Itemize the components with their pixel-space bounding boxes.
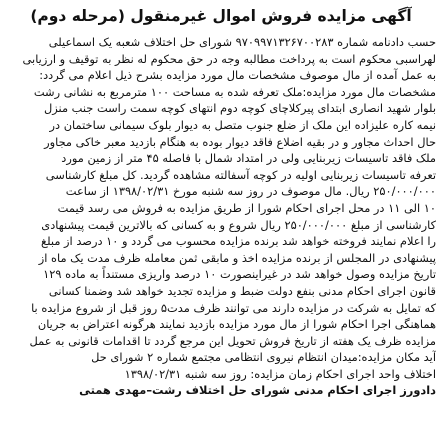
notice-line: ملک فاقد تاسیسات زیربنایی ولی در امتداد شمال با فاصله ۴۵ متر از زمین مورد — [61, 151, 436, 166]
notice-line: پیشنهادی در المجلس از برنده مزایده اخذ و مابقی ثمن معامله ظرف مدت یک ماه از — [38, 250, 436, 265]
notice-line: را اعلام نمایند فروخته خواهد شد برنده مزایده محسوب می گردد و ۱۰ درصد از مبلغ — [41, 234, 436, 249]
notice-line: قانون اجرای احکام مدنی بنفع دولت ضبط و مزایده تجدید خواهد شد وضمنا کسانی — [48, 283, 436, 298]
notice-line: مشخصات مال مورد مزایده:ملک تعرفه شده به مساحت ۱۰۰ مترمربع به نشانی رشت — [33, 84, 436, 99]
notice-line: حال احداث مجاور و در بقیه اضلاع فاقد دیوار بوده به هنگام بازدید معبر خاکی مجاور — [44, 134, 436, 149]
notice-title: آگهی مزایده فروش اموال غیرمنقول (مرحله دوم) — [30, 7, 412, 25]
notice-line: به عمل آمده از مال موصوف مشخصات مال مورد مزایده بشرح ذیل اعلام می گردد: — [39, 68, 436, 83]
notice-line: کارشناسی از مبلغ ۲۵۰/۰۰۰/۰۰۰ ریال شروع و به کسانی که بالاترین قیمت پیشنهادی — [41, 217, 436, 232]
notice-line: که تمایل به شرکت در مزایده دارند می توانند ظرف مدت۵ روز قبل از شروع مزایده با — [31, 300, 436, 315]
notice-line: بلوار شهید انصاری ابتدای پیرکلاچای کوچه دوم انتهای کوچه سمت راست جنب منزل — [43, 101, 436, 116]
notice-line: مزایده ظرف یک هفته از تاریخ فروش تحویل این مرجع گردد تا اقدامات قانونی به عمل — [29, 333, 436, 348]
notice-line: ۲۵۰/۰۰۰/۰۰۰ ریال. مال موصوف در روز سه شنبه مورخ ۱۳۹۸/۰۲/۳۱ از ساعت — [65, 184, 436, 199]
notice-line: لهراسبی محکوم است به پرداخت مطالبه وجه در حق محکوم له نظر به توقیف و ارزیابی — [22, 51, 436, 66]
notice-signature: دادورز اجرای احکام مدنی شورای حل اختلاف رشت–مهدی همتی — [79, 383, 436, 398]
notice-line: حسب دادنامه شماره ۹۷۰۹۹۷۱۳۲۶۷۰۰۲۸۳ شورای حل اختلاف شعبه یک اسماعیلی — [48, 35, 436, 49]
notice-line: اختلاف واحد اجرای احکام زمان مزایده: روز سه شنبه ۱۳۹۸/۰۲/۳۱ — [124, 366, 436, 381]
notice-line: تعرفه تاسیسات زیربنایی اولیه در کوچه آسفالته مشاهده گردید. کل مبلغ کارشناسی — [45, 167, 436, 182]
notice-line: هماهنگی اجرا احکام شورا از مال مورد مزایده بازدید نمایند هرگونه اعتراض به جریان — [37, 317, 436, 332]
notice-line: نیمه کاره علیزاده این ملک از ضلع جنوب متصل به دیوار بلوک سیمانی ساختمان در — [49, 117, 436, 132]
notice-line: ۱۰ الی ۱۱ در محل اجرای احکام شورا از طریق مزایده به فروش می رسد قیمت — [57, 200, 436, 215]
notice-line: آید مکان مزایده:میدان انتظام نیروی انتظامی مجتمع شماره ۲ شورای حل — [91, 350, 436, 365]
notice-line: تاریخ مزایده وصول خواهد شد در غیراینصورت ۱۰ درصد واریزی مستنداً به ماده ۱۲۹ — [43, 267, 436, 282]
notice-body — [6, 34, 436, 399]
